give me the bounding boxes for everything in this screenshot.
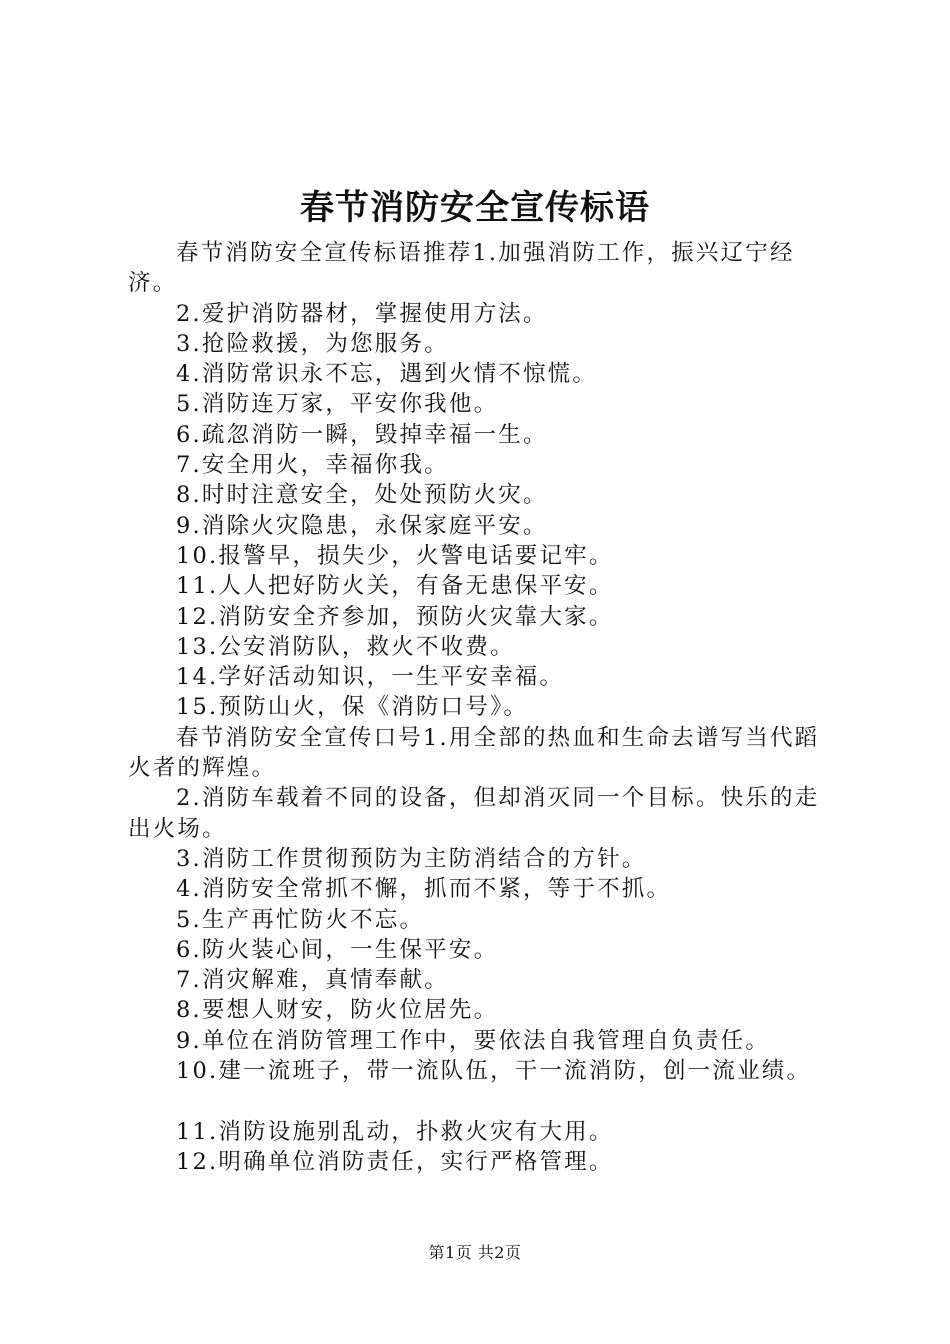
paragraph: 春节消防安全宣传口号1.用全部的热血和生命去谱写当代蹈火者的辉煌。 xyxy=(128,724,820,782)
document-body xyxy=(128,238,832,1177)
paragraph: 7.安全用火，幸福你我。 xyxy=(176,452,449,479)
paragraph: 12.明确单位消防责任，实行严格管理。 xyxy=(176,1148,614,1175)
paragraph: 15.预防山火，保《消防口号》。 xyxy=(176,694,529,721)
paragraph: 8.要想人财安，防火位居先。 xyxy=(176,997,499,1024)
paragraph: 4.消防安全常抓不懈，抓而不紧，等于不抓。 xyxy=(176,876,672,903)
page-footer: 第1页 共2页 xyxy=(428,1243,522,1262)
paragraph: 5.生产再忙防火不忘。 xyxy=(176,906,425,933)
paragraph: 9.单位在消防管理工作中，要依法自我管理自负责任。 xyxy=(176,1027,770,1054)
paragraph: 3.消防工作贯彻预防为主防消结合的方针。 xyxy=(176,845,647,872)
paragraph: 6.防火装心间，一生保平安。 xyxy=(176,936,499,963)
paragraph: 5.消防连万家，平安你我他。 xyxy=(176,391,499,418)
paragraph: 13.公安消防队，救火不收费。 xyxy=(176,633,515,660)
paragraph: 3.抢险救援，为您服务。 xyxy=(176,330,449,357)
paragraph: 12.消防安全齐参加，预防火灾靠大家。 xyxy=(176,603,614,630)
paragraph: 10.建一流班子，带一流队伍，干一流消防，创一流业绩。 xyxy=(176,1058,812,1085)
paragraph: 11.人人把好防火关，有备无患保平安。 xyxy=(176,573,614,600)
paragraph: 14.学好活动知识，一生平安幸福。 xyxy=(176,664,565,691)
paragraph: 6.疏忽消防一瞬，毁掉幸福一生。 xyxy=(176,421,548,448)
paragraph: 10.报警早，损失少，火警电话要记牢。 xyxy=(176,542,614,569)
paragraph: 7.消灾解难，真情奉献。 xyxy=(176,967,449,994)
paragraph: 11.消防设施别乱动，扑救火灾有大用。 xyxy=(176,1118,614,1145)
paragraph: 8.时时注意安全，处处预防火灾。 xyxy=(176,482,548,509)
page-title: 春节消防安全宣传标语 xyxy=(300,188,650,228)
paragraph: 春节消防安全宣传标语推荐1.加强消防工作，振兴辽宁经济。 xyxy=(128,240,795,297)
paragraph: 9.消除火灾隐患，永保家庭平安。 xyxy=(176,512,548,539)
blank-line xyxy=(128,1086,832,1116)
paragraph: 2.爱护消防器材，掌握使用方法。 xyxy=(176,300,548,327)
paragraph: 4.消防常识永不忘，遇到火情不惊慌。 xyxy=(176,361,598,388)
paragraph: 2.消防车载着不同的设备，但却消灭同一个目标。快乐的走出火场。 xyxy=(128,785,820,842)
